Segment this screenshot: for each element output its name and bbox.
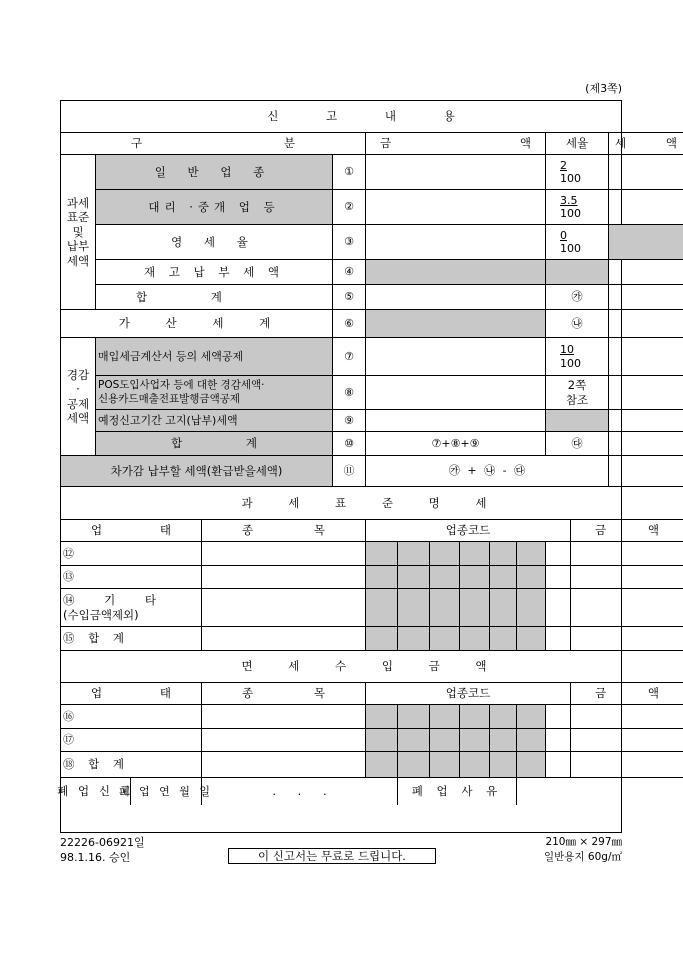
group-line: 세액 xyxy=(66,410,90,425)
closure-reason-field[interactable] xyxy=(517,778,683,805)
hdr-amt-1: 금 xyxy=(595,686,607,701)
code-cell[interactable] xyxy=(517,729,546,752)
detail-row-label: ⑫ xyxy=(61,542,202,566)
rate-denominator: 100 xyxy=(560,172,581,185)
code-cell[interactable] xyxy=(490,705,517,729)
subtotal-text: 합 계 xyxy=(136,289,222,304)
exempt-header-code: 업종코드 xyxy=(366,683,571,705)
exempt-row-label: ⑰ xyxy=(61,729,202,752)
exempt-header-item xyxy=(202,683,366,705)
code-cell[interactable] xyxy=(460,589,490,627)
group-line: 과세 xyxy=(66,196,90,211)
code-cell[interactable] xyxy=(517,542,546,566)
header-category-2: 분 xyxy=(283,136,295,151)
row-num: ⑥ xyxy=(333,310,366,338)
code-cell[interactable] xyxy=(366,542,398,566)
group-line: 경감 xyxy=(66,367,90,382)
row-label-purchase-credit: 매입세금계산서 등의 세액공제 xyxy=(96,338,333,376)
report-form-table xyxy=(57,100,677,833)
detail-header-biz xyxy=(61,520,202,542)
code-cell[interactable] xyxy=(366,627,398,651)
tax-field[interactable] xyxy=(609,410,683,432)
rate-reference xyxy=(546,376,609,410)
item-field[interactable] xyxy=(202,705,366,729)
rate-ref-1: 2쪽 xyxy=(567,378,587,393)
amount-field[interactable] xyxy=(366,376,546,410)
free-notice-box: 이 신고서는 무료로 드립니다. xyxy=(228,848,436,864)
code-cell[interactable] xyxy=(366,589,398,627)
amount-field-disabled xyxy=(366,310,546,338)
code-cell[interactable] xyxy=(398,729,430,752)
rate-field-disabled xyxy=(546,260,609,285)
code-cell[interactable] xyxy=(398,542,430,566)
code-cell[interactable] xyxy=(430,589,460,627)
row-num: ⑨ xyxy=(333,410,366,432)
row-num: ⑪ xyxy=(333,456,366,487)
tax-field[interactable] xyxy=(609,155,683,190)
amount-field[interactable] xyxy=(366,285,546,310)
row-label-subtotal xyxy=(96,285,333,310)
amount-field[interactable] xyxy=(366,190,546,225)
form-code: 22226-06921일 xyxy=(60,836,145,849)
other-line-1: ⑭ 기 타 xyxy=(63,593,157,608)
group-line: · xyxy=(76,382,80,397)
code-cell[interactable] xyxy=(430,542,460,566)
tax-field[interactable] xyxy=(609,376,683,410)
hdr-biz-2: 태 xyxy=(159,523,171,538)
header-tax-1: 세 xyxy=(615,136,627,151)
group-line: 표준 xyxy=(66,210,90,225)
rate-fraction xyxy=(546,155,609,190)
row-num: ④ xyxy=(333,260,366,285)
item-field[interactable] xyxy=(202,589,366,627)
hdr-item-2: 목 xyxy=(313,523,325,538)
group-line: 및 xyxy=(72,224,84,239)
item-field[interactable] xyxy=(202,752,366,778)
row-label-interim: 예정신고기간 고지(납부)세액 xyxy=(96,410,333,432)
hdr-amt-1: 금 xyxy=(595,523,607,538)
code-cell[interactable] xyxy=(460,542,490,566)
closure-date-label: 폐 업 연 월 일 xyxy=(131,778,202,805)
exempt-row-label-total: ⑱ 합 계 xyxy=(61,752,202,778)
approval-date: 98.1.16. 승인 xyxy=(60,851,131,865)
header-amount-1: 금 xyxy=(380,136,392,151)
row-label-surcharge xyxy=(61,310,333,338)
code-spacer xyxy=(546,729,571,752)
tax-field[interactable] xyxy=(609,285,683,310)
pos-line-2: 신용카드매출전표발행금액공제 xyxy=(98,392,241,405)
code-cell[interactable] xyxy=(366,705,398,729)
hdr-item-1: 종 xyxy=(242,686,254,701)
header-rate: 세율 xyxy=(546,133,609,155)
rate-field-disabled xyxy=(546,410,609,432)
tax-field[interactable] xyxy=(609,190,683,225)
amount-field[interactable] xyxy=(366,338,546,376)
row-label-inventory: 재 고 납 부 세 액 xyxy=(96,260,333,285)
amount-field[interactable] xyxy=(571,729,683,752)
code-cell[interactable] xyxy=(460,729,490,752)
code-cell[interactable] xyxy=(398,752,430,778)
code-cell[interactable] xyxy=(430,752,460,778)
rate-denominator: 100 xyxy=(560,207,581,220)
code-cell[interactable] xyxy=(430,729,460,752)
code-cell[interactable] xyxy=(517,752,546,778)
group-line: 공제 xyxy=(66,396,90,411)
header-amount xyxy=(366,133,546,155)
amount-field-disabled xyxy=(366,260,546,285)
row-num: ① xyxy=(333,155,366,190)
tax-field[interactable] xyxy=(609,310,683,338)
amount-field[interactable] xyxy=(571,566,683,589)
code-cell[interactable] xyxy=(398,589,430,627)
code-spacer xyxy=(546,566,571,589)
tax-field[interactable] xyxy=(609,456,683,487)
rate-denominator: 100 xyxy=(560,242,581,255)
rate-denominator: 100 xyxy=(560,356,581,370)
rate-ref-2: 참조 xyxy=(565,392,589,407)
detail-header-amount xyxy=(571,520,683,542)
row-num: ② xyxy=(333,190,366,225)
code-spacer xyxy=(546,752,571,778)
rate-fraction xyxy=(546,190,609,225)
deduction-group-label xyxy=(61,338,96,456)
amount-field[interactable] xyxy=(571,627,683,651)
paper-size: 210㎜ × 297㎜ xyxy=(545,836,622,848)
item-field[interactable] xyxy=(202,729,366,752)
code-cell[interactable] xyxy=(490,566,517,589)
row-num: ⑦ xyxy=(333,338,366,376)
exempt-row-label: ⑯ xyxy=(61,705,202,729)
row-label-pos-credit xyxy=(96,376,333,410)
code-cell[interactable] xyxy=(490,729,517,752)
tax-field[interactable] xyxy=(609,338,683,376)
code-cell[interactable] xyxy=(517,627,546,651)
closure-reason-label: 폐 업 사 유 xyxy=(398,778,517,805)
hdr-amt-2: 액 xyxy=(647,686,659,701)
detail-row-label: ⑬ xyxy=(61,566,202,589)
hdr-amt-2: 액 xyxy=(647,523,659,538)
code-cell[interactable] xyxy=(398,566,430,589)
tax-field[interactable] xyxy=(609,432,683,456)
item-field[interactable] xyxy=(202,542,366,566)
footer-right xyxy=(480,835,622,864)
code-cell[interactable] xyxy=(460,627,490,651)
code-cell[interactable] xyxy=(398,627,430,651)
detail-row-label-total: ⑮ 합 계 xyxy=(61,627,202,651)
code-cell[interactable] xyxy=(517,589,546,627)
header-category xyxy=(61,133,366,155)
other-line-2: (수입금액제외) xyxy=(63,607,139,622)
page-number: (제3쪽) xyxy=(585,82,622,95)
hdr-biz-1: 업 xyxy=(91,523,103,538)
code-cell[interactable] xyxy=(430,627,460,651)
item-field[interactable] xyxy=(202,627,366,651)
row-num: ⑤ xyxy=(333,285,366,310)
closure-report-label: 폐 업 신 고 xyxy=(61,778,131,805)
row-label-agency: 대리 ·중개 업 등 xyxy=(96,190,333,225)
tax-field[interactable] xyxy=(609,260,683,285)
row-label-deduction-subtotal xyxy=(96,432,333,456)
amount-field[interactable] xyxy=(571,752,683,778)
amount-field[interactable] xyxy=(366,410,546,432)
hdr-biz-1: 업 xyxy=(91,686,103,701)
header-tax-2: 액 xyxy=(665,136,677,151)
rate-marker: ㉯ xyxy=(546,310,609,338)
code-cell[interactable] xyxy=(366,729,398,752)
code-cell[interactable] xyxy=(517,566,546,589)
amount-field[interactable] xyxy=(571,705,683,729)
header-amount-2: 액 xyxy=(519,136,531,151)
code-cell[interactable] xyxy=(430,705,460,729)
code-spacer xyxy=(546,589,571,627)
code-cell[interactable] xyxy=(366,566,398,589)
amount-field[interactable] xyxy=(571,589,683,627)
paper-type: 일반용지 60g/㎡ xyxy=(544,850,622,863)
tax-base-group-label xyxy=(61,155,96,310)
code-cell[interactable] xyxy=(517,705,546,729)
group-line: 세액 xyxy=(66,253,90,268)
code-cell[interactable] xyxy=(430,566,460,589)
footer-left xyxy=(60,835,145,866)
code-cell[interactable] xyxy=(490,589,517,627)
row-label-payable: 차가감 납부할 세액(환급받을세액) xyxy=(61,456,333,487)
code-spacer xyxy=(546,705,571,729)
row-label-zero-rate: 영 세 율 xyxy=(96,225,333,260)
hdr-item-1: 종 xyxy=(242,523,254,538)
deduction-subtotal-text: 합 계 xyxy=(171,436,257,451)
rate-numerator: 2 xyxy=(560,158,567,172)
row-num: ⑩ xyxy=(333,432,366,456)
code-cell[interactable] xyxy=(460,566,490,589)
code-cell[interactable] xyxy=(398,705,430,729)
amount-field[interactable] xyxy=(366,155,546,190)
row-num: ③ xyxy=(333,225,366,260)
code-cell[interactable] xyxy=(460,752,490,778)
rate-fraction xyxy=(546,225,609,260)
row-label-general: 일 반 업 종 xyxy=(96,155,333,190)
code-spacer xyxy=(546,542,571,566)
closure-date-field[interactable]: . . . xyxy=(202,778,398,805)
header-category-1: 구 xyxy=(131,136,143,151)
section-title: 신 고 내 용 xyxy=(61,101,683,133)
code-cell[interactable] xyxy=(490,752,517,778)
rate-marker: ㉰ xyxy=(546,432,609,456)
exempt-header-amount xyxy=(571,683,683,705)
tax-field-disabled xyxy=(609,225,683,260)
payable-formula: ㉮ + ㉯ - ㉰ xyxy=(366,456,609,487)
code-cell[interactable] xyxy=(490,627,517,651)
header-tax xyxy=(609,133,683,155)
pos-line-1: POS도입사업자 등에 대한 경감세액· xyxy=(98,379,265,392)
code-spacer xyxy=(546,627,571,651)
detail-header-item xyxy=(202,520,366,542)
amount-field[interactable] xyxy=(571,542,683,566)
surcharge-text: 가 산 세 계 xyxy=(118,316,275,331)
exempt-title: 면 세 수 입 금 액 xyxy=(61,651,683,683)
rate-numerator: 0 xyxy=(560,228,567,242)
rate-numerator: 3.5 xyxy=(560,193,578,207)
detail-header-code: 업종코드 xyxy=(366,520,571,542)
detail-row-label-other xyxy=(61,589,202,627)
hdr-item-2: 목 xyxy=(313,686,325,701)
hdr-biz-2: 태 xyxy=(159,686,171,701)
code-cell[interactable] xyxy=(366,752,398,778)
item-field[interactable] xyxy=(202,566,366,589)
code-cell[interactable] xyxy=(460,705,490,729)
group-line: 납부 xyxy=(66,239,90,254)
row-num: ⑧ xyxy=(333,376,366,410)
amount-field[interactable] xyxy=(366,225,546,260)
rate-marker: ㉮ xyxy=(546,285,609,310)
deduction-formula: ⑦+⑧+⑨ xyxy=(366,432,546,456)
tax-base-detail-title: 과 세 표 준 명 세 xyxy=(61,487,683,520)
rate-fraction xyxy=(546,338,609,376)
rate-numerator: 10 xyxy=(560,343,574,357)
exempt-header-biz xyxy=(61,683,202,705)
code-cell[interactable] xyxy=(490,542,517,566)
